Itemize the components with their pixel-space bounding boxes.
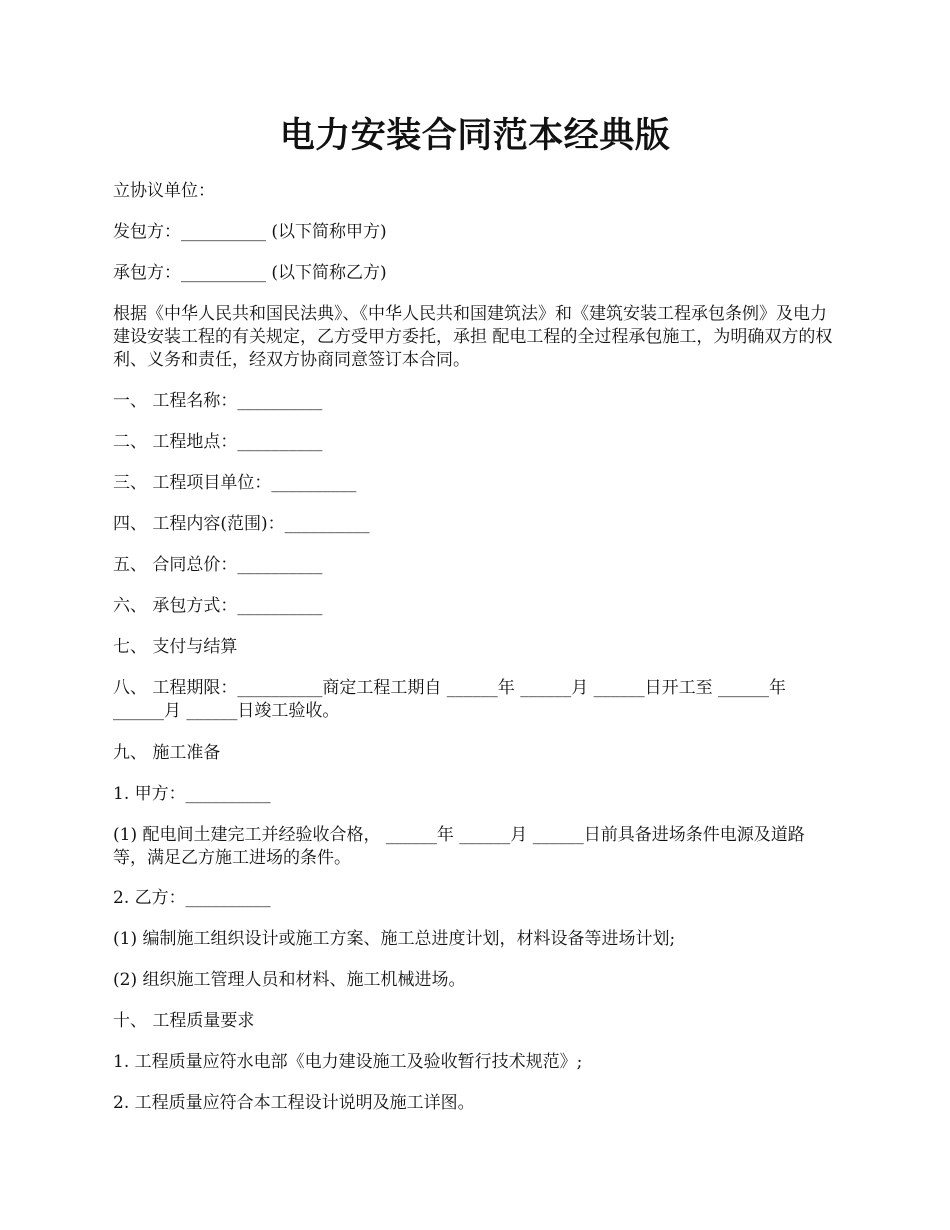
- clause-project-name: 一、 工程名称：__________: [113, 391, 323, 411]
- preparation-party-a: 1. 甲方：__________: [113, 784, 271, 804]
- clause-schedule: 八、 工程期限：__________商定工程工期自 ______年 ______月 ______日开工至 ______年 ______月 ______日竣工验收。: [113, 678, 787, 721]
- preparation-party-a-item-1: (1) 配电间土建完工并经验收合格， ______年 ______月 ______日前具备进场条件电源及道路等，满足乙方施工进场的条件。: [113, 825, 805, 868]
- clause-quality: 十、 工程质量要求: [113, 1011, 255, 1031]
- clause-project-location: 二、 工程地点：__________: [113, 432, 323, 452]
- quality-item-2: 2. 工程质量应符合本工程设计说明及施工详图。: [113, 1093, 475, 1113]
- preparation-party-b-item-1: (1) 编制施工组织设计或施工方案、施工总进度计划，材料设备等进场计划;: [113, 929, 676, 949]
- clause-payment: 七、 支付与结算: [113, 637, 238, 657]
- preparation-party-b-item-2: (2) 组织施工管理人员和材料、施工机械进场。: [113, 970, 466, 990]
- contractor-line: 承包方：__________ (以下简称乙方): [113, 263, 387, 283]
- employer-line: 发包方：__________ (以下简称甲方): [113, 222, 387, 242]
- quality-item-1: 1. 工程质量应符水电部《电力建设施工及验收暂行技术规范》;: [113, 1052, 583, 1072]
- clause-contract-method: 六、 承包方式：__________: [113, 596, 323, 616]
- clause-project-unit: 三、 工程项目单位：__________: [113, 473, 357, 493]
- preamble-paragraph: 根据《中华人民共和国民法典》、《中华人民共和国建筑法》和《建筑安装工程承包条例》及电力建设安装工程的有关规定，乙方受甲方委托，承担 配电工程的全过程承包施工，为明确双方的权利、义务和责任，经双方协商同意签订本合同。: [113, 304, 833, 370]
- clause-project-scope: 四、 工程内容(范围)：__________: [113, 514, 370, 534]
- clause-preparation: 九、 施工准备: [113, 743, 221, 763]
- page-title: 电力安装合同范本经典版: [279, 115, 671, 156]
- preparation-party-b: 2. 乙方：__________: [113, 888, 271, 908]
- parties-heading: 立协议单位：: [113, 181, 215, 201]
- clause-total-price: 五、 合同总价：__________: [113, 555, 323, 575]
